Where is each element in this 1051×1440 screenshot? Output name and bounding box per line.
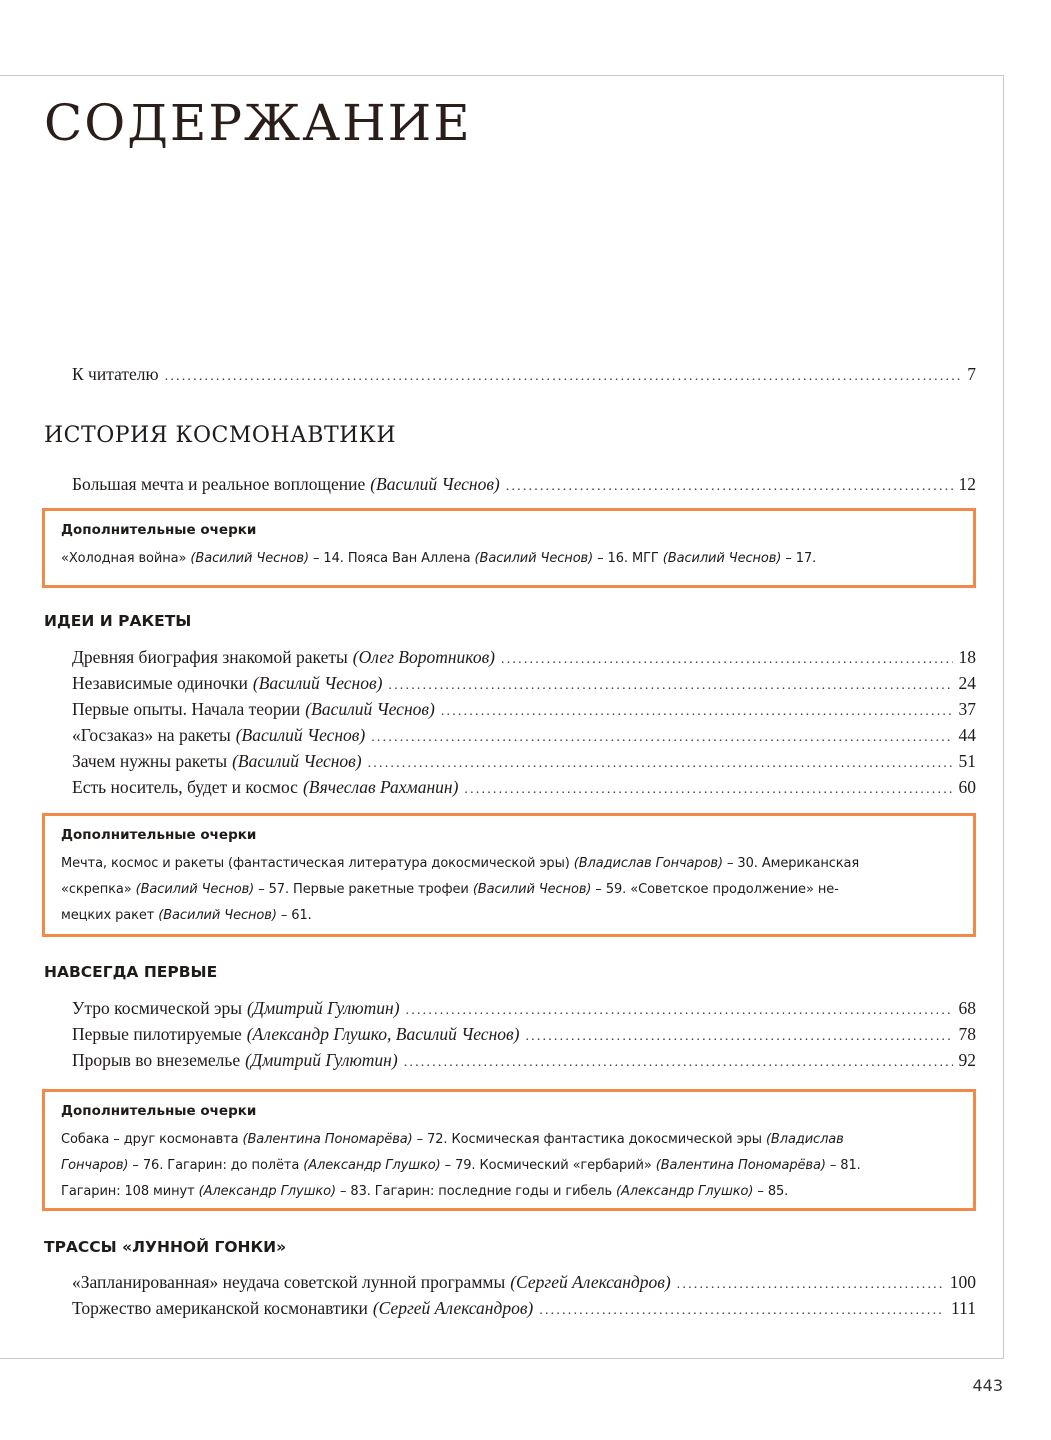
entry-page: 100	[949, 1272, 976, 1292]
toc-entry[interactable]	[72, 673, 976, 697]
dot-leader	[371, 730, 952, 746]
entry-page: 111	[951, 1298, 976, 1318]
entry-author: (Василий Чеснов)	[370, 474, 500, 494]
entry-page: 37	[958, 699, 976, 719]
dot-leader	[506, 479, 953, 495]
box-text: Мечта, космос и ракеты (фантастическая литература докосмической эры) (Владислав Гончаров) – 30. Американская «скрепка» (Василий Чеснов) – 57. Первые ракетные трофеи (Василий Чеснов) – 59. «Советское продолжение» не- мецких ракет (Василий Чеснов) – 61.	[61, 856, 860, 923]
dot-leader	[406, 1003, 953, 1019]
section-heading-ideas: ИДЕИ И РАКЕТЫ	[44, 612, 192, 630]
entry-title: «Запланированная» неудача советской лунной программы	[72, 1272, 506, 1292]
entry-author: (Василий Чеснов)	[232, 751, 362, 771]
section-heading-forever-first: НАВСЕГДА ПЕРВЫЕ	[44, 963, 218, 981]
additional-essays-box	[42, 508, 976, 588]
entry-title: К читателю	[72, 364, 159, 384]
entry-author: (Василий Чеснов)	[235, 725, 366, 745]
entry-title: Утро космической эры	[72, 998, 243, 1018]
entry-page: 68	[958, 998, 976, 1018]
additional-essays-box	[42, 1089, 976, 1211]
toc-entry[interactable]	[72, 699, 976, 723]
dot-leader	[368, 756, 953, 772]
dot-leader	[501, 652, 952, 668]
box-text: Собака – друг космонавта (Валентина Пономарёва) – 72. Космическая фантастика докосмической эры (Владислав Гончаров) – 76. Гагарин: до полёта (Александр Глушко) – 79. Космический «гербарий» (Валентина Пономарёва) – 81. Гагарин: 108 минут (Александр Глушко) – 83. Гагарин: последние годы и гибель (Александр Глушко) – 85.	[61, 1132, 861, 1199]
entry-title: Прорыв во внеземелье	[72, 1050, 241, 1070]
toc-entry-intro[interactable]	[72, 364, 976, 388]
entry-author: (Дмитрий Гулютин)	[247, 998, 400, 1018]
entry-author: (Сергей Александров)	[510, 1272, 671, 1292]
dot-leader	[464, 782, 952, 798]
box-heading: Дополнительные очерки	[61, 522, 257, 538]
entry-title: Большая мечта и реальное воплощение	[72, 474, 366, 494]
entry-page: 92	[958, 1050, 976, 1070]
dot-leader	[525, 1029, 952, 1045]
entry-author: (Василий Чеснов)	[252, 673, 383, 693]
box-heading: Дополнительные очерки	[61, 827, 257, 843]
page-title: СОДЕРЖАНИЕ	[44, 94, 472, 152]
entry-title: Торжество американской космонавтики	[72, 1298, 368, 1318]
entry-page: 24	[958, 673, 976, 693]
entry-page: 44	[958, 725, 976, 745]
entry-title: Древняя биография знакомой ракеты	[72, 647, 348, 667]
entry-author: (Василий Чеснов)	[305, 699, 435, 719]
entry-title: Первые опыты. Начала теории	[72, 699, 301, 719]
entry-title: Первые пилотируемые	[72, 1024, 242, 1044]
toc-entry[interactable]	[72, 647, 976, 671]
entry-title: Независимые одиночки	[72, 673, 248, 693]
dot-leader	[677, 1277, 944, 1293]
entry-author: (Олег Воротников)	[352, 647, 496, 667]
entry-page: 7	[967, 364, 976, 384]
entry-page: 18	[958, 647, 976, 667]
entry-author: (Дмитрий Гулютин)	[245, 1050, 398, 1070]
toc-entry[interactable]	[72, 1024, 976, 1048]
box-heading: Дополнительные очерки	[61, 1103, 257, 1119]
entry-page: 12	[958, 474, 976, 494]
entry-page: 78	[958, 1024, 976, 1044]
dot-leader	[441, 704, 953, 720]
dot-leader	[165, 369, 962, 385]
toc-entry[interactable]	[72, 777, 976, 801]
box-text: «Холодная война» (Василий Чеснов) – 14. Пояса Ван Аллена (Василий Чеснов) – 16. МГГ (Василий Чеснов) – 17.	[61, 551, 817, 566]
toc-entry[interactable]	[72, 474, 976, 498]
entry-title: «Госзаказ» на ракеты	[72, 725, 231, 745]
entry-author: (Александр Глушко, Василий Чеснов)	[246, 1024, 520, 1044]
entry-page: 51	[958, 751, 976, 771]
toc-entry[interactable]	[72, 1050, 976, 1074]
toc-entry[interactable]	[72, 751, 976, 775]
dot-leader	[388, 678, 952, 694]
entry-page: 60	[958, 777, 976, 797]
section-heading-history: ИСТОРИЯ КОСМОНАВТИКИ	[44, 423, 397, 448]
entry-author: (Вячеслав Рахманин)	[302, 777, 459, 797]
dot-leader	[539, 1303, 945, 1319]
toc-entry[interactable]	[72, 725, 976, 749]
entry-author: (Сергей Александров)	[372, 1298, 534, 1318]
entry-title: Есть носитель, будет и космос	[72, 777, 298, 797]
dot-leader	[404, 1055, 953, 1071]
toc-entry[interactable]	[72, 1298, 976, 1322]
page-number: 443	[972, 1376, 1003, 1395]
entry-title: Зачем нужны ракеты	[72, 751, 228, 771]
toc-entry[interactable]	[72, 998, 976, 1022]
section-heading-moon-race: ТРАССЫ «ЛУННОЙ ГОНКИ»	[44, 1238, 287, 1256]
toc-entry[interactable]	[72, 1272, 976, 1296]
additional-essays-box	[42, 813, 976, 937]
